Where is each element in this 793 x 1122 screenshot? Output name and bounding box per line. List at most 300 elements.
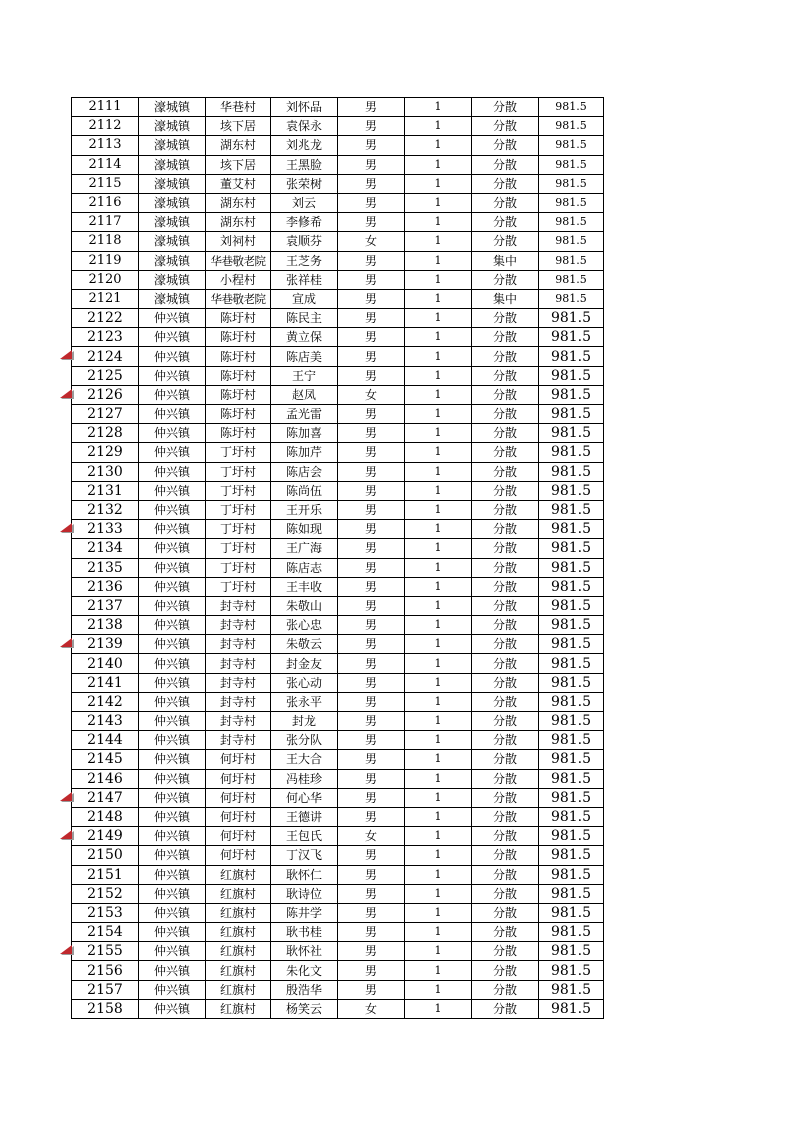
count-cell[interactable] xyxy=(405,635,472,654)
village-cell[interactable] xyxy=(206,692,271,711)
id-cell[interactable] xyxy=(72,769,139,788)
count-cell[interactable] xyxy=(405,999,472,1018)
count-cell[interactable] xyxy=(405,692,472,711)
amount-cell[interactable] xyxy=(539,251,604,270)
sex-cell[interactable] xyxy=(338,251,405,270)
amount-cell[interactable] xyxy=(539,769,604,788)
count-cell[interactable] xyxy=(405,865,472,884)
town-cell[interactable] xyxy=(139,232,206,251)
town-cell[interactable] xyxy=(139,385,206,404)
name-cell[interactable] xyxy=(271,731,338,750)
sex-cell[interactable] xyxy=(338,712,405,731)
village-cell[interactable] xyxy=(206,117,271,136)
type-cell[interactable] xyxy=(472,827,539,846)
amount-cell[interactable] xyxy=(539,673,604,692)
id-cell[interactable] xyxy=(72,443,139,462)
town-cell[interactable] xyxy=(139,788,206,807)
name-cell[interactable] xyxy=(271,347,338,366)
count-cell[interactable] xyxy=(405,596,472,615)
id-cell[interactable] xyxy=(72,117,139,136)
count-cell[interactable] xyxy=(405,846,472,865)
town-cell[interactable] xyxy=(139,942,206,961)
village-cell[interactable] xyxy=(206,769,271,788)
town-cell[interactable] xyxy=(139,827,206,846)
town-cell[interactable] xyxy=(139,635,206,654)
count-cell[interactable] xyxy=(405,443,472,462)
count-cell[interactable] xyxy=(405,961,472,980)
sex-cell[interactable] xyxy=(338,500,405,519)
sex-cell[interactable] xyxy=(338,155,405,174)
count-cell[interactable] xyxy=(405,366,472,385)
name-cell[interactable] xyxy=(271,500,338,519)
town-cell[interactable] xyxy=(139,347,206,366)
amount-cell[interactable] xyxy=(539,462,604,481)
amount-cell[interactable] xyxy=(539,692,604,711)
village-cell[interactable] xyxy=(206,999,271,1018)
amount-cell[interactable] xyxy=(539,788,604,807)
id-cell[interactable] xyxy=(72,174,139,193)
id-cell[interactable] xyxy=(72,481,139,500)
comment-marker-icon[interactable] xyxy=(60,350,74,360)
type-cell[interactable] xyxy=(472,174,539,193)
village-cell[interactable] xyxy=(206,712,271,731)
type-cell[interactable] xyxy=(472,903,539,922)
id-cell[interactable] xyxy=(72,520,139,539)
type-cell[interactable] xyxy=(472,616,539,635)
amount-cell[interactable] xyxy=(539,558,604,577)
amount-cell[interactable] xyxy=(539,577,604,596)
sex-cell[interactable] xyxy=(338,520,405,539)
name-cell[interactable] xyxy=(271,865,338,884)
id-cell[interactable] xyxy=(72,309,139,328)
count-cell[interactable] xyxy=(405,807,472,826)
type-cell[interactable] xyxy=(472,539,539,558)
village-cell[interactable] xyxy=(206,961,271,980)
id-cell[interactable] xyxy=(72,500,139,519)
count-cell[interactable] xyxy=(405,980,472,999)
id-cell[interactable] xyxy=(72,270,139,289)
count-cell[interactable] xyxy=(405,903,472,922)
name-cell[interactable] xyxy=(271,405,338,424)
type-cell[interactable] xyxy=(472,481,539,500)
village-cell[interactable] xyxy=(206,213,271,232)
id-cell[interactable] xyxy=(72,673,139,692)
id-cell[interactable] xyxy=(72,347,139,366)
town-cell[interactable] xyxy=(139,117,206,136)
type-cell[interactable] xyxy=(472,136,539,155)
sex-cell[interactable] xyxy=(338,596,405,615)
count-cell[interactable] xyxy=(405,193,472,212)
village-cell[interactable] xyxy=(206,309,271,328)
count-cell[interactable] xyxy=(405,424,472,443)
sex-cell[interactable] xyxy=(338,616,405,635)
type-cell[interactable] xyxy=(472,385,539,404)
amount-cell[interactable] xyxy=(539,520,604,539)
amount-cell[interactable] xyxy=(539,635,604,654)
sex-cell[interactable] xyxy=(338,635,405,654)
village-cell[interactable] xyxy=(206,731,271,750)
type-cell[interactable] xyxy=(472,980,539,999)
name-cell[interactable] xyxy=(271,923,338,942)
village-cell[interactable] xyxy=(206,328,271,347)
name-cell[interactable] xyxy=(271,443,338,462)
type-cell[interactable] xyxy=(472,712,539,731)
town-cell[interactable] xyxy=(139,616,206,635)
name-cell[interactable] xyxy=(271,289,338,308)
type-cell[interactable] xyxy=(472,961,539,980)
type-cell[interactable] xyxy=(472,347,539,366)
count-cell[interactable] xyxy=(405,539,472,558)
type-cell[interactable] xyxy=(472,654,539,673)
id-cell[interactable] xyxy=(72,232,139,251)
village-cell[interactable] xyxy=(206,654,271,673)
count-cell[interactable] xyxy=(405,654,472,673)
type-cell[interactable] xyxy=(472,769,539,788)
sex-cell[interactable] xyxy=(338,903,405,922)
amount-cell[interactable] xyxy=(539,961,604,980)
town-cell[interactable] xyxy=(139,328,206,347)
sex-cell[interactable] xyxy=(338,807,405,826)
town-cell[interactable] xyxy=(139,712,206,731)
id-cell[interactable] xyxy=(72,577,139,596)
name-cell[interactable] xyxy=(271,635,338,654)
amount-cell[interactable] xyxy=(539,443,604,462)
village-cell[interactable] xyxy=(206,846,271,865)
village-cell[interactable] xyxy=(206,807,271,826)
amount-cell[interactable] xyxy=(539,98,604,117)
town-cell[interactable] xyxy=(139,405,206,424)
sex-cell[interactable] xyxy=(338,558,405,577)
village-cell[interactable] xyxy=(206,673,271,692)
id-cell[interactable] xyxy=(72,251,139,270)
amount-cell[interactable] xyxy=(539,884,604,903)
id-cell[interactable] xyxy=(72,712,139,731)
amount-cell[interactable] xyxy=(539,289,604,308)
type-cell[interactable] xyxy=(472,270,539,289)
village-cell[interactable] xyxy=(206,539,271,558)
village-cell[interactable] xyxy=(206,788,271,807)
sex-cell[interactable] xyxy=(338,174,405,193)
name-cell[interactable] xyxy=(271,846,338,865)
id-cell[interactable] xyxy=(72,366,139,385)
sex-cell[interactable] xyxy=(338,750,405,769)
name-cell[interactable] xyxy=(271,750,338,769)
amount-cell[interactable] xyxy=(539,232,604,251)
name-cell[interactable] xyxy=(271,385,338,404)
sex-cell[interactable] xyxy=(338,980,405,999)
amount-cell[interactable] xyxy=(539,942,604,961)
sex-cell[interactable] xyxy=(338,462,405,481)
amount-cell[interactable] xyxy=(539,500,604,519)
id-cell[interactable] xyxy=(72,961,139,980)
village-cell[interactable] xyxy=(206,136,271,155)
village-cell[interactable] xyxy=(206,923,271,942)
town-cell[interactable] xyxy=(139,769,206,788)
sex-cell[interactable] xyxy=(338,309,405,328)
id-cell[interactable] xyxy=(72,731,139,750)
name-cell[interactable] xyxy=(271,174,338,193)
village-cell[interactable] xyxy=(206,980,271,999)
count-cell[interactable] xyxy=(405,884,472,903)
count-cell[interactable] xyxy=(405,712,472,731)
sex-cell[interactable] xyxy=(338,328,405,347)
type-cell[interactable] xyxy=(472,193,539,212)
amount-cell[interactable] xyxy=(539,731,604,750)
sex-cell[interactable] xyxy=(338,98,405,117)
name-cell[interactable] xyxy=(271,654,338,673)
village-cell[interactable] xyxy=(206,942,271,961)
sex-cell[interactable] xyxy=(338,692,405,711)
type-cell[interactable] xyxy=(472,462,539,481)
town-cell[interactable] xyxy=(139,462,206,481)
town-cell[interactable] xyxy=(139,903,206,922)
type-cell[interactable] xyxy=(472,807,539,826)
id-cell[interactable] xyxy=(72,289,139,308)
amount-cell[interactable] xyxy=(539,155,604,174)
amount-cell[interactable] xyxy=(539,347,604,366)
name-cell[interactable] xyxy=(271,769,338,788)
town-cell[interactable] xyxy=(139,174,206,193)
count-cell[interactable] xyxy=(405,213,472,232)
id-cell[interactable] xyxy=(72,903,139,922)
village-cell[interactable] xyxy=(206,750,271,769)
amount-cell[interactable] xyxy=(539,328,604,347)
town-cell[interactable] xyxy=(139,193,206,212)
count-cell[interactable] xyxy=(405,174,472,193)
comment-marker-icon[interactable] xyxy=(60,523,74,533)
name-cell[interactable] xyxy=(271,136,338,155)
village-cell[interactable] xyxy=(206,616,271,635)
name-cell[interactable] xyxy=(271,251,338,270)
id-cell[interactable] xyxy=(72,980,139,999)
name-cell[interactable] xyxy=(271,596,338,615)
count-cell[interactable] xyxy=(405,942,472,961)
name-cell[interactable] xyxy=(271,961,338,980)
type-cell[interactable] xyxy=(472,635,539,654)
id-cell[interactable] xyxy=(72,328,139,347)
village-cell[interactable] xyxy=(206,385,271,404)
type-cell[interactable] xyxy=(472,289,539,308)
town-cell[interactable] xyxy=(139,750,206,769)
town-cell[interactable] xyxy=(139,654,206,673)
village-cell[interactable] xyxy=(206,193,271,212)
id-cell[interactable] xyxy=(72,424,139,443)
name-cell[interactable] xyxy=(271,193,338,212)
comment-marker-icon[interactable] xyxy=(60,830,74,840)
id-cell[interactable] xyxy=(72,884,139,903)
village-cell[interactable] xyxy=(206,558,271,577)
sex-cell[interactable] xyxy=(338,443,405,462)
count-cell[interactable] xyxy=(405,232,472,251)
id-cell[interactable] xyxy=(72,462,139,481)
count-cell[interactable] xyxy=(405,788,472,807)
type-cell[interactable] xyxy=(472,884,539,903)
village-cell[interactable] xyxy=(206,251,271,270)
town-cell[interactable] xyxy=(139,443,206,462)
village-cell[interactable] xyxy=(206,98,271,117)
count-cell[interactable] xyxy=(405,270,472,289)
id-cell[interactable] xyxy=(72,807,139,826)
type-cell[interactable] xyxy=(472,692,539,711)
name-cell[interactable] xyxy=(271,232,338,251)
name-cell[interactable] xyxy=(271,328,338,347)
type-cell[interactable] xyxy=(472,366,539,385)
id-cell[interactable] xyxy=(72,385,139,404)
id-cell[interactable] xyxy=(72,750,139,769)
name-cell[interactable] xyxy=(271,539,338,558)
amount-cell[interactable] xyxy=(539,385,604,404)
name-cell[interactable] xyxy=(271,577,338,596)
type-cell[interactable] xyxy=(472,558,539,577)
amount-cell[interactable] xyxy=(539,616,604,635)
sex-cell[interactable] xyxy=(338,846,405,865)
sex-cell[interactable] xyxy=(338,481,405,500)
type-cell[interactable] xyxy=(472,328,539,347)
sex-cell[interactable] xyxy=(338,731,405,750)
village-cell[interactable] xyxy=(206,347,271,366)
type-cell[interactable] xyxy=(472,577,539,596)
village-cell[interactable] xyxy=(206,520,271,539)
amount-cell[interactable] xyxy=(539,999,604,1018)
name-cell[interactable] xyxy=(271,117,338,136)
name-cell[interactable] xyxy=(271,712,338,731)
count-cell[interactable] xyxy=(405,462,472,481)
type-cell[interactable] xyxy=(472,731,539,750)
sex-cell[interactable] xyxy=(338,136,405,155)
sex-cell[interactable] xyxy=(338,961,405,980)
type-cell[interactable] xyxy=(472,865,539,884)
id-cell[interactable] xyxy=(72,846,139,865)
town-cell[interactable] xyxy=(139,251,206,270)
sex-cell[interactable] xyxy=(338,117,405,136)
town-cell[interactable] xyxy=(139,596,206,615)
amount-cell[interactable] xyxy=(539,117,604,136)
town-cell[interactable] xyxy=(139,213,206,232)
village-cell[interactable] xyxy=(206,827,271,846)
type-cell[interactable] xyxy=(472,999,539,1018)
name-cell[interactable] xyxy=(271,309,338,328)
type-cell[interactable] xyxy=(472,232,539,251)
comment-marker-icon[interactable] xyxy=(60,389,74,399)
amount-cell[interactable] xyxy=(539,193,604,212)
type-cell[interactable] xyxy=(472,155,539,174)
count-cell[interactable] xyxy=(405,673,472,692)
id-cell[interactable] xyxy=(72,923,139,942)
sex-cell[interactable] xyxy=(338,539,405,558)
town-cell[interactable] xyxy=(139,424,206,443)
sex-cell[interactable] xyxy=(338,193,405,212)
village-cell[interactable] xyxy=(206,903,271,922)
count-cell[interactable] xyxy=(405,309,472,328)
name-cell[interactable] xyxy=(271,98,338,117)
name-cell[interactable] xyxy=(271,213,338,232)
id-cell[interactable] xyxy=(72,155,139,174)
type-cell[interactable] xyxy=(472,443,539,462)
village-cell[interactable] xyxy=(206,462,271,481)
sex-cell[interactable] xyxy=(338,347,405,366)
id-cell[interactable] xyxy=(72,596,139,615)
name-cell[interactable] xyxy=(271,673,338,692)
id-cell[interactable] xyxy=(72,558,139,577)
town-cell[interactable] xyxy=(139,884,206,903)
village-cell[interactable] xyxy=(206,443,271,462)
name-cell[interactable] xyxy=(271,616,338,635)
type-cell[interactable] xyxy=(472,405,539,424)
type-cell[interactable] xyxy=(472,98,539,117)
count-cell[interactable] xyxy=(405,328,472,347)
name-cell[interactable] xyxy=(271,827,338,846)
village-cell[interactable] xyxy=(206,270,271,289)
id-cell[interactable] xyxy=(72,827,139,846)
type-cell[interactable] xyxy=(472,424,539,443)
name-cell[interactable] xyxy=(271,366,338,385)
amount-cell[interactable] xyxy=(539,827,604,846)
town-cell[interactable] xyxy=(139,577,206,596)
count-cell[interactable] xyxy=(405,827,472,846)
village-cell[interactable] xyxy=(206,405,271,424)
count-cell[interactable] xyxy=(405,155,472,174)
town-cell[interactable] xyxy=(139,481,206,500)
id-cell[interactable] xyxy=(72,865,139,884)
amount-cell[interactable] xyxy=(539,174,604,193)
count-cell[interactable] xyxy=(405,481,472,500)
village-cell[interactable] xyxy=(206,481,271,500)
id-cell[interactable] xyxy=(72,635,139,654)
town-cell[interactable] xyxy=(139,270,206,289)
sex-cell[interactable] xyxy=(338,289,405,308)
amount-cell[interactable] xyxy=(539,270,604,289)
sex-cell[interactable] xyxy=(338,673,405,692)
name-cell[interactable] xyxy=(271,807,338,826)
sex-cell[interactable] xyxy=(338,577,405,596)
count-cell[interactable] xyxy=(405,98,472,117)
amount-cell[interactable] xyxy=(539,750,604,769)
town-cell[interactable] xyxy=(139,980,206,999)
name-cell[interactable] xyxy=(271,520,338,539)
type-cell[interactable] xyxy=(472,309,539,328)
village-cell[interactable] xyxy=(206,289,271,308)
id-cell[interactable] xyxy=(72,213,139,232)
type-cell[interactable] xyxy=(472,942,539,961)
id-cell[interactable] xyxy=(72,98,139,117)
sex-cell[interactable] xyxy=(338,769,405,788)
town-cell[interactable] xyxy=(139,807,206,826)
name-cell[interactable] xyxy=(271,942,338,961)
name-cell[interactable] xyxy=(271,999,338,1018)
name-cell[interactable] xyxy=(271,558,338,577)
count-cell[interactable] xyxy=(405,750,472,769)
type-cell[interactable] xyxy=(472,251,539,270)
sex-cell[interactable] xyxy=(338,213,405,232)
name-cell[interactable] xyxy=(271,980,338,999)
type-cell[interactable] xyxy=(472,500,539,519)
village-cell[interactable] xyxy=(206,577,271,596)
town-cell[interactable] xyxy=(139,692,206,711)
sex-cell[interactable] xyxy=(338,884,405,903)
sex-cell[interactable] xyxy=(338,865,405,884)
count-cell[interactable] xyxy=(405,558,472,577)
count-cell[interactable] xyxy=(405,731,472,750)
village-cell[interactable] xyxy=(206,155,271,174)
town-cell[interactable] xyxy=(139,923,206,942)
town-cell[interactable] xyxy=(139,155,206,174)
count-cell[interactable] xyxy=(405,251,472,270)
amount-cell[interactable] xyxy=(539,846,604,865)
amount-cell[interactable] xyxy=(539,596,604,615)
count-cell[interactable] xyxy=(405,616,472,635)
count-cell[interactable] xyxy=(405,520,472,539)
amount-cell[interactable] xyxy=(539,980,604,999)
